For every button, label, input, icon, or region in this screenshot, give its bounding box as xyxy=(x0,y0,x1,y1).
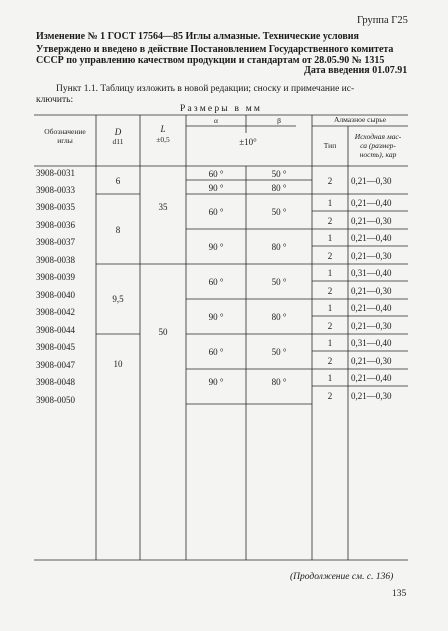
mass-cell: 0,21—0,40 xyxy=(351,373,392,383)
header-mass-l1: Исходная мас- xyxy=(354,132,402,141)
designation-cell: 3908-0037 xyxy=(36,237,75,247)
mass-cell: 0,21—0,30 xyxy=(351,286,392,296)
approved-line-1: Утверждено и введено в действие Постановлением Государственного комитета xyxy=(36,44,394,55)
D-cell: 10 xyxy=(113,359,123,369)
type-cell: 1 xyxy=(327,373,333,383)
type-cell: 2 xyxy=(327,356,333,366)
alpha-cell: 90 ° xyxy=(208,377,224,387)
mass-cell: 0,21—0,30 xyxy=(351,321,392,331)
type-cell: 1 xyxy=(327,268,333,278)
designation-cell: 3908-0040 xyxy=(36,290,75,300)
header-raw-group: Алмазное сырье xyxy=(333,115,387,124)
mass-cell: 0,31—0,40 xyxy=(351,268,392,278)
page-number: 135 xyxy=(392,589,407,599)
table-caption: Размеры в мм xyxy=(180,104,263,114)
designation-cell: 3908-0048 xyxy=(36,377,75,387)
designation-cell: 3908-0039 xyxy=(36,272,75,282)
beta-cell: 80 ° xyxy=(271,377,287,387)
paragraph-line-2: ключить: xyxy=(36,95,74,105)
type-cell: 2 xyxy=(327,286,333,296)
header-D: D xyxy=(114,127,122,137)
designation-cell: 3908-0038 xyxy=(36,255,75,265)
alpha-cell: 90 ° xyxy=(208,242,224,252)
alpha-cell: 60 ° xyxy=(208,207,224,217)
mass-cell: 0,21—0,30 xyxy=(351,216,392,226)
mass-cell: 0,21—0,40 xyxy=(351,198,392,208)
designation-cell: 3908-0047 xyxy=(36,360,75,370)
type-cell: 2 xyxy=(327,391,333,401)
mass-cell: 0,21—0,30 xyxy=(351,176,392,186)
D-cell: 6 xyxy=(115,176,121,186)
header-designation-l1: Обозначение xyxy=(44,127,86,136)
beta-cell: 80 ° xyxy=(271,242,287,252)
designation-cell: 3908-0042 xyxy=(36,307,75,317)
header-mass-l2: са (размер- xyxy=(360,141,396,150)
approved-line-2: СССР по управлению качеством продукции и стандартам от 28.05.90 № 1315 xyxy=(36,55,385,66)
intro-date: Дата введения 01.07.91 xyxy=(304,65,408,76)
mass-cell: 0,21—0,30 xyxy=(351,356,392,366)
header-angle-tolerance: ±10° xyxy=(239,137,257,147)
designation-cell: 3908-0050 xyxy=(36,395,75,405)
alpha-cell: 60 ° xyxy=(208,169,224,179)
designation-cell: 3908-0036 xyxy=(36,220,75,230)
header-designation-l2: иглы xyxy=(57,136,73,145)
beta-cell: 80 ° xyxy=(271,312,287,322)
beta-cell: 50 ° xyxy=(271,347,287,357)
D-cell: 9,5 xyxy=(112,294,124,304)
beta-cell: 80 ° xyxy=(271,183,287,193)
designation-cell: 3908-0033 xyxy=(36,185,75,195)
type-cell: 1 xyxy=(327,233,333,243)
D-cell: 8 xyxy=(115,225,121,235)
type-cell: 2 xyxy=(327,216,333,226)
type-cell: 2 xyxy=(327,321,333,331)
type-cell: 2 xyxy=(327,176,333,186)
header-alpha: α xyxy=(214,116,218,125)
header-D-tolerance: d11 xyxy=(112,137,124,146)
L-cell: 35 xyxy=(158,202,168,212)
mass-cell: 0,21—0,40 xyxy=(351,233,392,243)
mass-cell: 0,21—0,30 xyxy=(351,391,392,401)
designation-cell: 3908-0044 xyxy=(36,325,75,335)
header-L-tolerance: ±0,5 xyxy=(156,135,170,144)
header-L: L xyxy=(160,124,166,134)
mass-cell: 0,21—0,30 xyxy=(351,251,392,261)
L-cell: 50 xyxy=(158,327,168,337)
change-title: Изменение № 1 ГОСТ 17564—85 Иглы алмазные. Технические условия xyxy=(36,31,359,42)
designation-cell: 3908-0031 xyxy=(36,168,75,178)
alpha-cell: 90 ° xyxy=(208,312,224,322)
group-code: Группа Г25 xyxy=(357,15,408,26)
type-cell: 2 xyxy=(327,251,333,261)
mass-cell: 0,31—0,40 xyxy=(351,338,392,348)
mass-cell: 0,21—0,40 xyxy=(351,303,392,313)
alpha-cell: 90 ° xyxy=(208,183,224,193)
designation-cell: 3908-0035 xyxy=(36,202,75,212)
beta-cell: 50 ° xyxy=(271,169,287,179)
header-beta: β xyxy=(277,116,281,125)
alpha-cell: 60 ° xyxy=(208,277,224,287)
designation-column xyxy=(36,168,75,405)
paragraph-line-1: Пункт 1.1. Таблицу изложить в новой редакции; сноску и примечание ис- xyxy=(56,84,355,94)
header-mass-l3: ность), кар xyxy=(359,150,397,159)
beta-cell: 50 ° xyxy=(271,277,287,287)
designation-cell: 3908-0045 xyxy=(36,342,75,352)
type-cell: 1 xyxy=(327,303,333,313)
type-cell: 1 xyxy=(327,338,333,348)
beta-cell: 50 ° xyxy=(271,207,287,217)
alpha-cell: 60 ° xyxy=(208,347,224,357)
header-type: Тип xyxy=(323,141,337,150)
type-cell: 1 xyxy=(327,198,333,208)
continuation-note: (Продолжение см. с. 136) xyxy=(290,572,394,582)
